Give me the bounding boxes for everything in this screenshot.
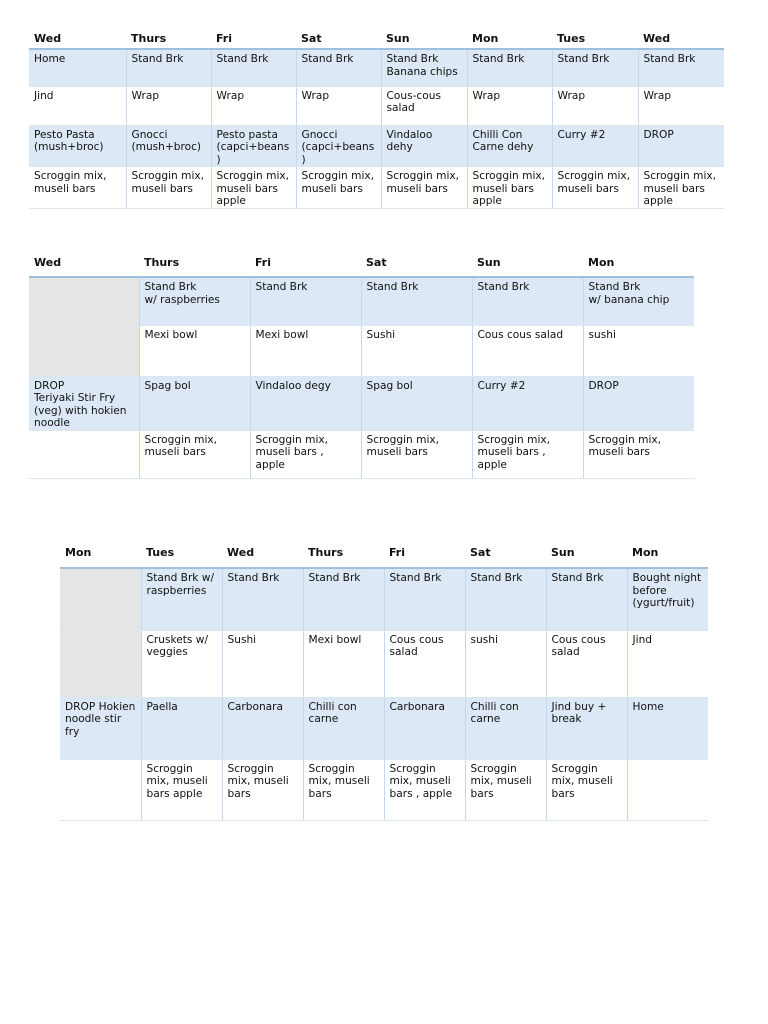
table-cell: Carbonara [222,697,303,759]
table-cell: Jind [627,630,708,697]
table-cell: Gnocci (capci+beans) [296,125,381,167]
table-cell: Wrap [638,86,724,125]
table-cell: Wrap [296,86,381,125]
table-cell: Stand Brk [552,49,638,86]
day-header: Wed [29,250,139,277]
table-cell: Wrap [211,86,296,125]
table-cell [29,430,139,478]
day-header: Thurs [303,540,384,568]
table-cell: sushi [465,630,546,697]
table-cell: Cous cous salad [384,630,465,697]
day-header: Sat [296,30,381,49]
table-cell: Curry #2 [552,125,638,167]
table-cell: Stand Brk [250,277,361,325]
table-cell: Scroggin mix, museli bars [126,167,211,209]
table-cell: Scroggin mix, museli bars [296,167,381,209]
table-cell: Scroggin mix, museli bars [583,430,694,478]
table-cell: Bought night before (ygurt/fruit) [627,568,708,630]
table-cell: Cous cous salad [472,325,583,376]
lunch-row [60,630,708,697]
header-row [60,540,708,568]
day-header: Sun [546,540,627,568]
table-cell: Jind [29,86,126,125]
snack-row [60,759,708,820]
table-cell: Home [627,697,708,759]
table-cell: Pesto Pasta (mush+broc) [29,125,126,167]
breakfast-row [29,277,694,325]
table-cell: Wrap [552,86,638,125]
table-cell: Stand Brk [303,568,384,630]
table-cell: Chilli con carne [465,697,546,759]
table-cell [29,325,139,376]
table-cell: Mexi bowl [250,325,361,376]
day-header: Mon [467,30,552,49]
snack-row [29,430,694,478]
dinner-row [60,697,708,759]
table-cell: Stand Brk [384,568,465,630]
day-header: Fri [250,250,361,277]
table-cell: Scroggin mix, museli bars apple [638,167,724,209]
table-cell: Wrap [126,86,211,125]
day-header: Mon [583,250,694,277]
table-cell: Stand Brk w/ raspberries [141,568,222,630]
table-cell: Vindaloo degy [250,376,361,430]
table-cell: Paella [141,697,222,759]
table-cell: Chilli Con Carne dehy [467,125,552,167]
table-cell: Sushi [361,325,472,376]
meal-plan-table-2 [29,250,694,479]
dinner-row [29,125,724,167]
day-header: Tues [141,540,222,568]
meal-plan-table-1 [29,30,724,209]
table-cell: Scroggin mix, museli bars [139,430,250,478]
table-cell: Jind buy + break [546,697,627,759]
table-cell [29,277,139,325]
day-header: Sat [361,250,472,277]
table-cell: Stand Brk [467,49,552,86]
day-header: Sun [472,250,583,277]
header-row [29,250,694,277]
table-cell: Stand Brk [546,568,627,630]
table-cell: Scroggin mix, museli bars [361,430,472,478]
table-cell: Stand Brk w/ raspberries [139,277,250,325]
table-cell: Scroggin mix, museli bars [303,759,384,820]
table-cell: Scroggin mix, museli bars [29,167,126,209]
table-cell: Pesto pasta (capci+beans) [211,125,296,167]
table-cell: Gnocci (mush+broc) [126,125,211,167]
table-cell: Mexi bowl [139,325,250,376]
day-header: Fri [211,30,296,49]
table-cell: Stand Brk [126,49,211,86]
table-cell: Vindaloo dehy [381,125,467,167]
table-cell: Stand Brk [361,277,472,325]
day-header: Mon [60,540,141,568]
table-cell: Spag bol [139,376,250,430]
table-cell: sushi [583,325,694,376]
lunch-row [29,325,694,376]
table-cell: Scroggin mix, museli bars apple [211,167,296,209]
table-cell: DROP [583,376,694,430]
table-cell: Scroggin mix, museli bars [381,167,467,209]
table-cell [60,630,141,697]
table-cell: Cous-cous salad [381,86,467,125]
table-cell: Stand Brk w/ banana chip [583,277,694,325]
table-cell: DROP Teriyaki Stir Fry (veg) with hokien noodle [29,376,139,430]
table-cell: Curry #2 [472,376,583,430]
table-cell: Sushi [222,630,303,697]
day-header: Tues [552,30,638,49]
table-cell [627,759,708,820]
table-cell: Stand Brk [222,568,303,630]
table-cell: Carbonara [384,697,465,759]
breakfast-row [60,568,708,630]
table-cell: Stand Brk Banana chips [381,49,467,86]
header-row [29,30,724,49]
table-cell: Scroggin mix, museli bars [552,167,638,209]
table-cell: Mexi bowl [303,630,384,697]
day-header: Sun [381,30,467,49]
day-header: Wed [222,540,303,568]
table-cell [60,568,141,630]
meal-plan-table-3 [60,540,708,821]
table-cell [60,759,141,820]
table-cell: Stand Brk [638,49,724,86]
table-cell: Scroggin mix, museli bars [546,759,627,820]
table-cell: Scroggin mix, museli bars , apple [250,430,361,478]
dinner-row [29,376,694,430]
table-cell: Home [29,49,126,86]
table-cell: Scroggin mix, museli bars apple [141,759,222,820]
table-cell: DROP [638,125,724,167]
table-cell: Scroggin mix, museli bars apple [467,167,552,209]
day-header: Thurs [126,30,211,49]
table-cell: Chilli con carne [303,697,384,759]
table-cell: Scroggin mix, museli bars [222,759,303,820]
table-cell: Stand Brk [465,568,546,630]
table-cell: Spag bol [361,376,472,430]
table-cell: Scroggin mix, museli bars , apple [472,430,583,478]
table-cell: Cous cous salad [546,630,627,697]
breakfast-row [29,49,724,86]
table-cell: Wrap [467,86,552,125]
day-header: Thurs [139,250,250,277]
table-cell: Stand Brk [472,277,583,325]
lunch-row [29,86,724,125]
day-header: Wed [29,30,126,49]
table-cell: Scroggin mix, museli bars , apple [384,759,465,820]
table-cell: Scroggin mix, museli bars [465,759,546,820]
table-cell: Cruskets w/ veggies [141,630,222,697]
table-cell: Stand Brk [296,49,381,86]
table-cell: DROP Hokien noodle stir fry [60,697,141,759]
day-header: Fri [384,540,465,568]
snack-row [29,167,724,209]
day-header: Sat [465,540,546,568]
day-header: Mon [627,540,708,568]
day-header: Wed [638,30,724,49]
table-cell: Stand Brk [211,49,296,86]
